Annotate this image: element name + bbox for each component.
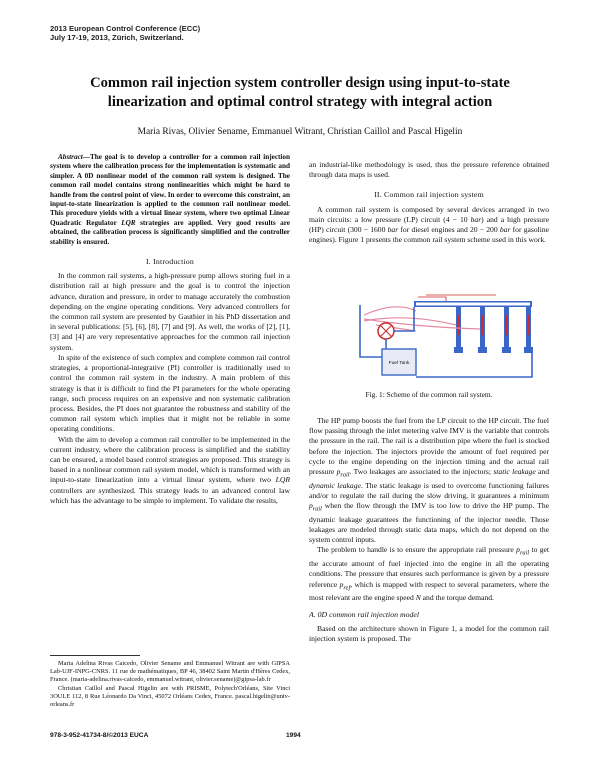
hp-paragraph-2 [309, 545, 549, 603]
figure-caption: Fig. 1: Scheme of the common rail system. [365, 390, 493, 399]
hp2-text-a: The problem to handle is to ensure the appropriate rail pressure [317, 545, 517, 555]
injector-4 [524, 307, 533, 353]
abstract-text: —The goal is to develop a controller for a common rail injection system where the calibration process for the implementation is systematic and simpler. A 0D nonlinear model of the common rail system is designed. The common rail model contains strong nonlinearities which might be hard to handle from the control point of view. In order to overcome this constraint, an input-to-state linearization is applied to the common rail nonlinear model. This procedure yields with a virtual linear system, where two optimal Linear Quadratic Regulator [50, 153, 290, 227]
section-heading-introduction: I. Introduction [145, 257, 195, 267]
intro-paragraph-3-b: controllers are synthesized. This strategy leads to an advanced control law which has the advantage to be simple to implement. To validate the results, [50, 485, 290, 505]
hp-and: and [535, 467, 549, 477]
right-column-top [309, 160, 549, 245]
isbn-copyright: 978-3-952-41734-8/©2013 EUCA [50, 732, 149, 739]
model-paragraph: Based on the architecture shown in Figure 1, a model for the common rail injection system is proposed. The [309, 623, 549, 643]
pref-sub: ref [343, 584, 351, 592]
prail-sub-3: rail [519, 549, 530, 557]
footnote-2: Christian Caillol and Pascal Higelin are with PRISME, Polytech'Orléans, Site Vinci 3OULE 112, 8 Rue Léonardo Da Vinci, 45072 Orléans Cedex, France. pascal.higelin@univ-orleans.fr [50, 684, 290, 709]
hp-paragraph-1 [309, 416, 549, 545]
abstract-label: Abstract [58, 153, 83, 161]
engine-speed-symbol: N [415, 593, 421, 603]
fuel-tank-label: Fuel Tank [388, 361, 410, 366]
subsection-heading-model: A. 0D common rail injection model [309, 609, 420, 619]
rail-pipe [414, 301, 532, 307]
intro-lqr: LQR [275, 475, 290, 485]
injector-3 [502, 307, 511, 353]
abstract [50, 153, 290, 247]
abstract-text-2: strategies are applied. Very good results are obtained, the calibration process is significantly simplified and the controller stability is ensured. [50, 218, 290, 246]
hp-text-c: . The static leakage is used to overcome functioning failures and/or to regulate the rail during the slow driving, it guarantees a minimum [309, 480, 549, 500]
prail-p-2: p [309, 501, 313, 511]
fuel-tank [382, 349, 416, 375]
intro-paragraph-3 [50, 435, 290, 506]
hp-text-d: when the flow through the IMV is too low to drive the HP pump. The dynamic leakage guarantees the functioning of the injector needle. Those leakages are modeled through static data maps, which do not depend on the system control inputs. [309, 501, 549, 545]
dynamic-leakage-term: dynamic leakage [309, 480, 361, 490]
page-number: 1994 [286, 732, 301, 739]
system-text-a: A common rail system is composed by several devices arranged in two main circuits: a low pressure (LP) circuit (4 − 10 [309, 204, 549, 224]
prail-symbol-3 [516, 545, 530, 557]
footnote-rule [50, 655, 140, 656]
abstract-lqr: LQR [121, 218, 136, 227]
paper-title [40, 74, 560, 112]
right-continuation: an industrial-like methodology is used, thus the pressure reference obtained through data maps is used. [309, 160, 549, 180]
title-line-1: Common rail injection system controller design using input-to-state [90, 75, 510, 91]
hp2-text-c: , which is mapped with respect to several parameters, where the most relevant are the engine speed [309, 579, 549, 603]
system-text-c: for diesel engines and 20 − 200 [398, 225, 500, 235]
title-line-2: linearization and optimal control strategy with integral action [107, 94, 493, 110]
section-heading-system: II. Common rail injection system [374, 190, 484, 200]
hp-text-a: The HP pump boosts the fuel from the LP circuit to the HP circuit. The fuel flow passing through the inlet metering valve IMV is the variable that controls the pressure in the rail. The rail is a distribution pipe where the fuel is stocked before the injection. The injectors provide the amount of fuel required per cycle to the engine depending on the injection timing and the actual rail pressure [309, 416, 549, 477]
prail-symbol-2 [309, 501, 322, 513]
prail-sub-2: rail [312, 505, 322, 513]
hp2-text-b: to get the accurate amount of fuel injected into the engine in all the operating conditions. The pressure that ensures such performance is given by a pressure reference [309, 545, 549, 589]
footnote-1: Maria Adelina Rivas Caicedo, Olivier Sename and Emmanuel Witrant are with GIPSA Lab-UJF-INPG-CNRS. 11 rue de mathématiques, BP 46, 38402 Saint Martin d'Hères Cedex, France. (maria-adelina.rivas-caicedo, emmanuel.witrant, olivier.sename)@gipsa-lab.fr [50, 660, 290, 684]
prail-p-3: p [516, 545, 520, 555]
sensor-wires [418, 295, 496, 301]
conference-date: July 17-19, 2013, Zürich, Switzerland. [50, 33, 184, 42]
pref-p: p [339, 579, 344, 589]
hp-text-b: . Two leakages are associated to the injectors; [349, 467, 494, 477]
unit-bar-3: bar [499, 225, 511, 235]
footnotes [50, 660, 290, 709]
system-paragraph [309, 205, 549, 246]
intro-paragraph-1: In the common rail systems, a high-pressure pump allows storing fuel in a distribution rail at high pressure and the goal is to control the injection advance, duration and pressure, in order to manage accurately the combustion depending on the engine operating conditions. Very advanced controllers for the common rail system are presented by Gauthier in his PhD dissertation and in several publications: [5], [6], [8], [7] and [9]. As well, the works of [2], [1], [3] and [4] are very representative approaches for the common rail injection system. [50, 271, 290, 352]
common-rail-scheme-figure [356, 291, 538, 389]
hp-pump [378, 323, 394, 339]
intro-paragraph-2: In spite of the existence of such complex and complete common rail control strategies, a proportional-integrative (PI) controller is traditionally used to control the common rail system in the industry. A main problem of this strategy is that it is difficult to find the PI parameters for the whole operating range, such process requires on an expensive and non systematic calibration process. Besides, the PI does not guarantee the robustness and stability of the common rail system which implies that it might not be reliable in some operating conditions. [50, 352, 290, 434]
injectors [454, 307, 533, 353]
system-text-d: for gasoline engines). Figure 1 presents the common rail system scheme used in this work. [309, 225, 550, 245]
intro-paragraph-3-a: With the aim to develop a common rail controller to be implemented in the current industry, where the calibration process is simplified and the stability can be ensured, a model based control strategies are proposed. This strategy is based in a nonlinear common rail system model, which is transformed with an input-to-state linearization into a virtual linear system, where two [50, 434, 290, 485]
injector-2 [478, 307, 487, 353]
conference-header [50, 24, 200, 42]
unit-bar-2: bar [387, 225, 399, 235]
prail-p-1: p [336, 467, 341, 477]
pref-symbol [339, 579, 351, 592]
prail-symbol-1 [336, 467, 350, 479]
unit-bar-1: bar [470, 214, 482, 224]
authors: Maria Rivas, Olivier Sename, Emmanuel Witrant, Christian Caillol and Pascal Higelin [137, 127, 463, 137]
right-column-bottom [309, 416, 549, 644]
prail-sub-1: rail [340, 471, 350, 479]
left-column [50, 153, 290, 506]
injector-1 [454, 307, 463, 353]
conference-name: 2013 European Control Conference (ECC) [50, 24, 201, 33]
hp2-text-d: and the torque demand. [420, 593, 494, 603]
system-text-b: ) and a high pressure (HP) circuit (300 − 1600 [309, 214, 549, 235]
static-leakage-term: static leakage [493, 467, 536, 477]
